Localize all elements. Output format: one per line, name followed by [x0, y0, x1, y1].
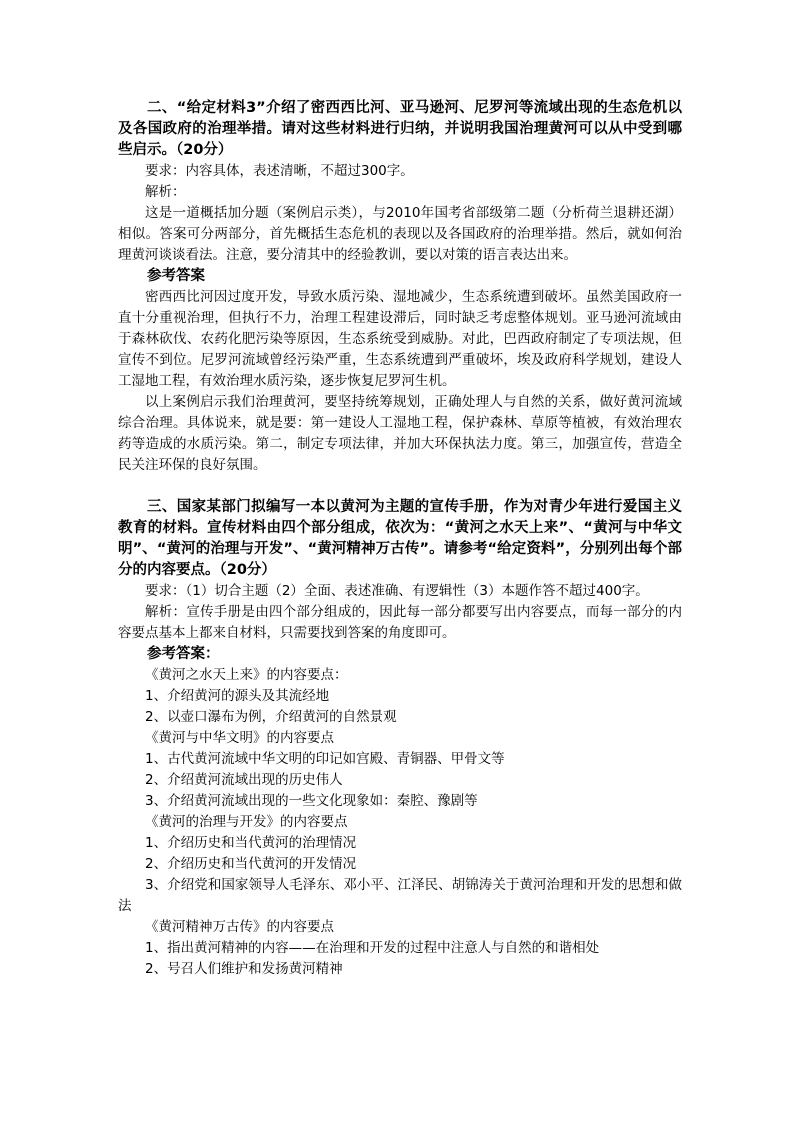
- section2-answer-label: 参考答案: [147, 268, 205, 284]
- section2-analysis: 这是一道概括加分题（案例启示类），与2010年国考省部级第二题（分析荷兰退耕还湖）相似。答案可分两部分，首先概括生态危机的表现以及各国政府的治理举措。然后，就如何治理黄河谈谈看法。注意，要分清其中的经验教训，要以对策的语言表达出来。: [118, 205, 682, 263]
- part-4-heading: 《黄河精神万古传》的内容要点: [145, 919, 334, 935]
- section3-analysis: 解析：宣传手册是由四个部分组成的，因此每一部分都要写出内容要点，而每一部分的内容要点基本上都来自材料，只需要找到答案的角度即可。: [118, 604, 682, 641]
- part-4-item: 2、号召人们维护和发扬黄河精神: [145, 961, 343, 977]
- section3-title: 三、国家某部门拟编写一本以黄河为主题的宣传手册，作为对青少年进行爱国主义教育的材料。宣传材料由四个部分组成，依次为：“黄河之水天上来”、“黄河与中华文明”、“黄河的治理与开发”、“黄河精神万古传”。请参考“给定资料”，分别列出每个部分的内容要点。（20分）: [118, 499, 682, 578]
- section2-requirement: 要求：内容具体，表述清晰，不超过300字。: [145, 163, 414, 179]
- section3-answer-label: 参考答案：: [147, 646, 220, 662]
- section2-analysis-label: 解析：: [145, 184, 186, 200]
- part-3-item: 1、介绍历史和当代黄河的治理情况: [145, 835, 357, 851]
- part-2-item: 1、古代黄河流域中华文明的印记如宫殿、青铜器、甲骨文等: [145, 751, 505, 767]
- part-2-item: 3、介绍黄河流域出现的一些文化现象如：秦腔、豫剧等: [145, 793, 478, 809]
- section3-requirement: 要求：（1）切合主题（2）全面、表述准确、有逻辑性（3）本题作答不超过400字。: [145, 583, 649, 599]
- part-3-item: 3、介绍党和国家领导人毛泽东、邓小平、江泽民、胡锦涛关于黄河治理和开发的思想和做法: [118, 877, 682, 914]
- part-1-heading: 《黄河之水天上来》的内容要点：: [145, 667, 348, 683]
- document-page: [118, 98, 682, 980]
- part-1-item: 1、介绍黄河的源头及其流经地: [145, 688, 330, 704]
- part-4-item: 1、指出黄河精神的内容——在治理和开发的过程中注意人与自然的和谐相处: [145, 940, 600, 956]
- section2-answer-paragraph-2: 以上案例启示我们治理黄河，要坚持统筹规划，正确处理人与自然的关系，做好黄河流域综合治理。具体说来，就是要：第一建设人工湿地工程，保护森林、草原等植被，有效治理农药等造成的水质污染。第二，制定专项法律，并加大环保执法力度。第三，加强宣传，营造全民关注环保的良好氛围。: [118, 394, 682, 473]
- part-1-item: 2、以壶口瀑布为例，介绍黄河的自然景观: [145, 709, 397, 725]
- part-2-item: 2、介绍黄河流域出现的历史伟人: [145, 772, 343, 788]
- part-2-heading: 《黄河与中华文明》的内容要点: [145, 730, 334, 746]
- section2-title: 二、“给定材料3”介绍了密西西比河、亚马逊河、尼罗河等流域出现的生态危机以及各国政府的治理举措。请对这些材料进行归纳，并说明我国治理黄河可以从中受到哪些启示。（20分）: [118, 100, 682, 158]
- section-spacer: [118, 476, 682, 497]
- part-3-heading: 《黄河的治理与开发》的内容要点: [145, 814, 348, 830]
- section2-answer-paragraph-1: 密西西比河因过度开发，导致水质污染、湿地减少，生态系统遭到破坏。虽然美国政府一直十分重视治理，但执行不力，治理工程建设滞后，同时缺乏考虑整体规划。亚马逊河流域由于森林砍伐、农药化肥污染等原因，生态系统受到威胁。对此，巴西政府制定了专项法规，但宣传不到位。尼罗河流域曾经污染严重，生态系统遭到严重破坏，埃及政府科学规划，建设人工湿地工程，有效治理水质污染，逐步恢复尼罗河生机。: [118, 289, 682, 389]
- part-3-item: 2、介绍历史和当代黄河的开发情况: [145, 856, 357, 872]
